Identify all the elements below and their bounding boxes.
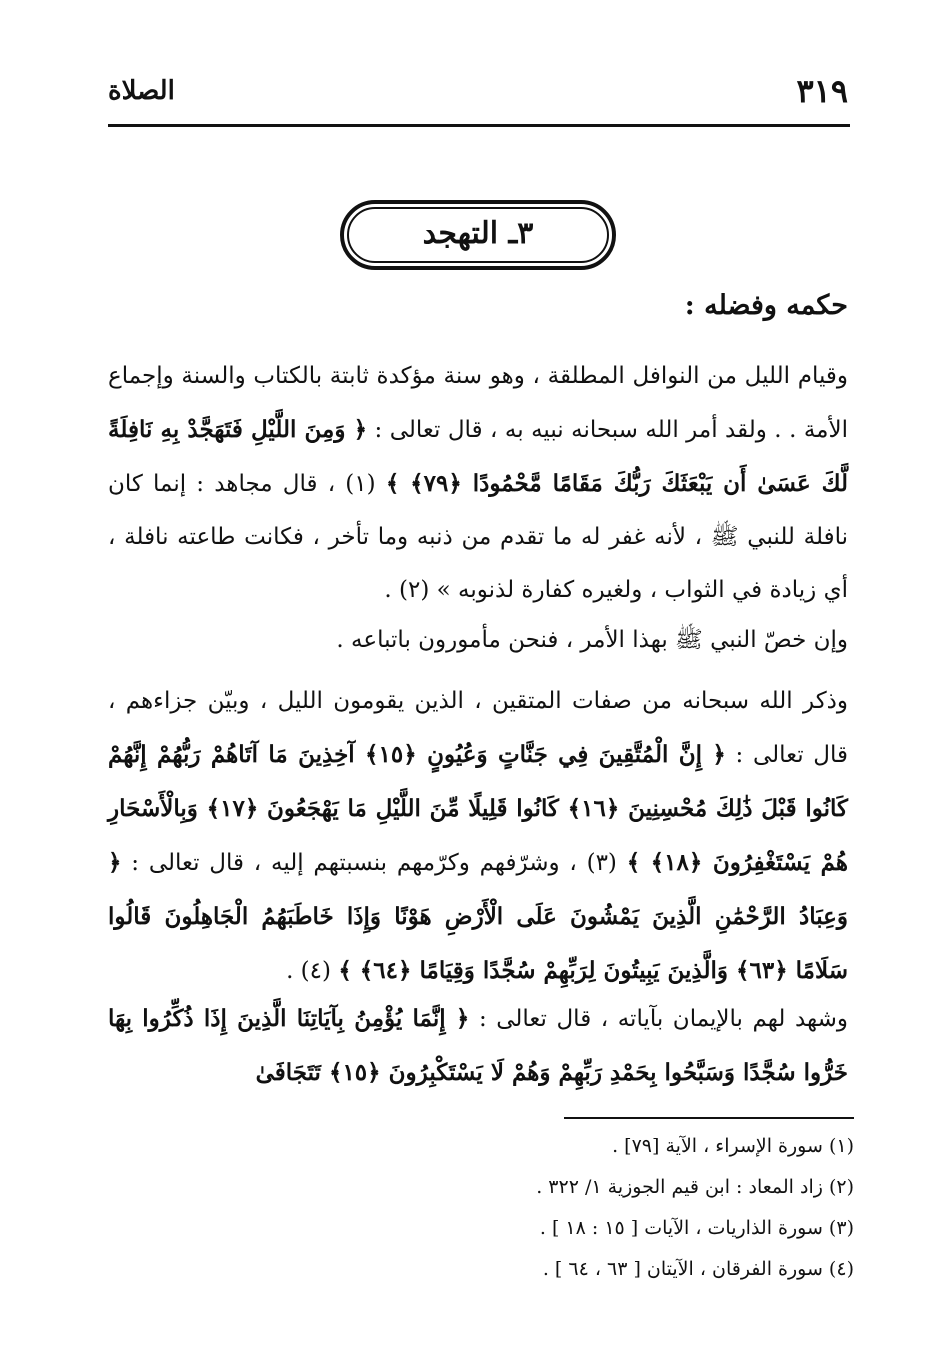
body-text: وإن خصّ النبي ﷺ بهذا الأمر ، فنحن مأمورون باتباعه . — [336, 627, 848, 653]
paragraph-1 — [108, 350, 848, 617]
page-header — [108, 72, 848, 118]
quran-verse: ﴿ إِنَّ الْمُتَّقِينَ فِي جَنَّاتٍ وَعُيُونٍ ﴿١٥﴾ آخِذِينَ مَا آتَاهُمْ رَبُّهُمْ إِنَّهُمْ كَانُوا قَبْلَ ذَٰلِكَ مُحْسِنِينَ ﴿١٦﴾ كَانُوا قَلِيلًا مِّنَ اللَّيْلِ مَا يَهْجَعُونَ ﴿١٧﴾ وَبِالْأَسْحَارِ هُمْ يَسْتَغْفِرُونَ ﴿١٨﴾ ﴾ — [108, 741, 849, 876]
quran-verse: ﴿ إِنَّمَا يُؤْمِنُ بِآيَاتِنَا الَّذِينَ إِذَا ذُكِّرُوا بِهَا خَرُّوا سُجَّدًا وَسَبَّحُوا بِحَمْدِ رَبِّهِمْ وَهُمْ لَا يَسْتَكْبِرُونَ ﴿١٥﴾ تَتَجَافَىٰ — [108, 1005, 848, 1086]
body-text: (٤) . — [286, 958, 332, 984]
footnotes — [354, 1126, 854, 1290]
body-text: (٣) ، وشرّفهم وكرّمهم بنسبتهم إليه ، قال تعالى : — [131, 850, 617, 876]
body-text: (١) ، قال مجاهد : إنما كان نافلة للنبي ﷺ ، لأنه غفر له ما تقدم من ذنبه وما تأخر ، فكانت طاعته نافلة ، أي زيادة في الثواب ، ولغيره كفارة لذنوبه » (٢) . — [108, 471, 848, 603]
section-title-frame — [340, 200, 616, 270]
footnote-2: (٢) زاد المعاد : ابن قيم الجوزية ١/ ٣٢٢ . — [536, 1176, 854, 1198]
footnote-3: (٣) سورة الذاريات ، الآيات [ ١٥ : ١٨ ] . — [539, 1217, 854, 1239]
footnote-4: (٤) سورة الفرقان ، الآيتان [ ٦٣ ، ٦٤ ] . — [542, 1258, 854, 1280]
section-title: ٣ـ التهجد — [422, 216, 534, 251]
quran-verse: ﴿ وَعِبَادُ الرَّحْمَٰنِ الَّذِينَ يَمْشُونَ عَلَى الْأَرْضِ هَوْنًا وَإِذَا خَاطَبَهُمُ الْجَاهِلُونَ قَالُوا سَلَامًا ﴿٦٣﴾ وَالَّذِينَ يَبِيتُونَ لِرَبِّهِمْ سُجَّدًا وَقِيَامًا ﴿٦٤﴾ ﴾ — [108, 849, 848, 984]
body-text: وشهد لهم بالإيمان بآياته ، قال تعالى : — [478, 1006, 849, 1032]
body-text: وقيام الليل من النوافل المطلقة ، وهو سنة مؤكدة ثابتة بالكتاب والسنة وإجماع الأمة . . ولقد أمر الله سبحانه نبيه به ، قال تعالى : — [108, 363, 848, 443]
quran-verse: ﴿ وَمِنَ اللَّيْلِ فَتَهَجَّدْ بِهِ نَافِلَةً لَّكَ عَسَىٰ أَن يَبْعَثَكَ رَبُّكَ مَقَامًا مَّحْمُودًا ﴿٧٩﴾ ﴾ — [108, 416, 849, 497]
page-number: ٣١٩ — [796, 72, 848, 110]
header-rule — [108, 124, 850, 127]
paragraph-4 — [108, 992, 848, 1100]
chapter-title: الصلاة — [108, 76, 175, 106]
paragraph-3 — [108, 675, 848, 998]
body-text: وذكر الله سبحانه من صفات المتقين ، الذين يقومون الليل ، وبيّن جزاءهم ، قال تعالى : — [108, 688, 848, 768]
footnote-1: (١) سورة الإسراء ، الآية [٧٩] . — [612, 1135, 854, 1157]
subheading: حكمه وفضله : — [684, 290, 848, 321]
paragraph-2 — [108, 614, 848, 667]
footnote-rule — [564, 1117, 854, 1119]
